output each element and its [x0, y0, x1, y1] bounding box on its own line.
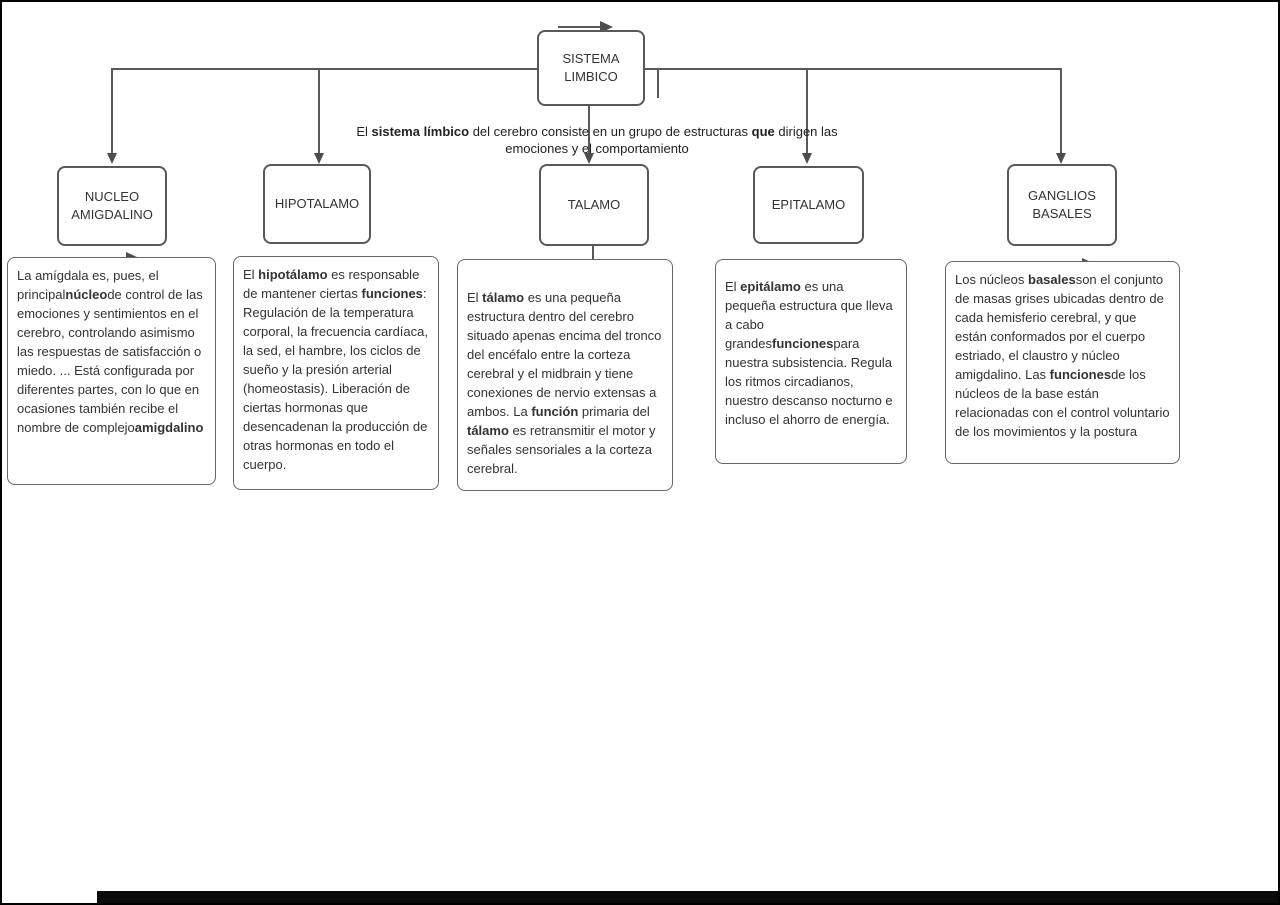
node-talamo: [539, 164, 649, 246]
node-nucleo-amigdalino: [57, 166, 167, 246]
node-hipotalamo: [263, 164, 371, 244]
node-hipotalamo-label: HIPOTALAMO: [274, 196, 360, 211]
connector-right-horizontal: [645, 68, 1062, 70]
node-talamo-label: TALAMO: [567, 197, 621, 212]
node-epitalamo: [753, 166, 864, 244]
arrowhead-ganglios-icon: [1056, 153, 1066, 164]
node-ganglios-basales-label: GANGLIOS BASALES: [1028, 188, 1096, 221]
node-nucleo-amigdalino-label: NUCLEO AMIGDALINO: [71, 189, 153, 222]
node-ganglios-basales: [1007, 164, 1117, 246]
connector-top-line: [558, 26, 602, 28]
connector-to-hipotalamo: [318, 68, 320, 154]
description-hipotalamo: El hipotálamo es responsable de mantener ciertas funciones: Regulación de la temperatura corporal, la frecuencia cardíaca, la sed, el hambre, los ciclos de sueño y la presión arterial (homeostasis). Liberación de ciertas hormonas que desencadenan la producción de otras hormonas en todo el cuerpo.: [233, 256, 439, 490]
connector-to-ganglios: [1060, 68, 1062, 154]
connector-to-nucleo: [111, 68, 113, 154]
node-sistema-limbico: [537, 30, 645, 106]
connector-left-horizontal: [111, 68, 539, 70]
description-nucleo-amigdalino: La amígdala es, pues, el principalnúcleode control de las emociones y sentimientos en el cerebro, controlando asimismo las respuestas de satisfacción o miedo. ... Está configurada por diferentes partes, con lo que en ocasiones también recibe el nombre de complejoamigdalino: [7, 257, 216, 485]
node-epitalamo-label: EPITALAMO: [771, 197, 846, 212]
description-epitalamo: El epitálamo es una pequeña estructura que lleva a cabo grandesfuncionespara nuestra subsistencia. Regula los ritmos circadianos, nuestro descanso nocturno e incluso el ahorro de energía.: [715, 259, 907, 464]
description-ganglios-basales: Los núcleos basalesson el conjunto de masas grises ubicadas dentro de cada hemisferio cerebral, y que están conformados por el cuerpo estriado, el claustro y núcleo amigdalino. Las funcionesde los núcleos de la base están relacionadas con el control voluntario de los movimientos y la postura: [945, 261, 1180, 464]
connector-stub: [657, 70, 659, 98]
bottom-bar: [97, 891, 1278, 903]
arrowhead-nucleo-icon: [107, 153, 117, 164]
arrowhead-hipotalamo-icon: [314, 153, 324, 164]
description-talamo: El tálamo es una pequeña estructura dentro del cerebro situado apenas encima del tronco del encéfalo entre la corteza cerebral y el midbrain y tiene conexiones de nervio extensas a ambos. La función primaria del tálamo es retransmitir el motor y señales sensoriales a la corteza cerebral.: [457, 259, 673, 491]
subtitle-text: El sistema límbico del cerebro consiste en un grupo de estructuras que dirigen las emociones y el comportamiento: [356, 124, 838, 156]
node-sistema-limbico-label: SISTEMA LIMBICO: [562, 51, 620, 84]
